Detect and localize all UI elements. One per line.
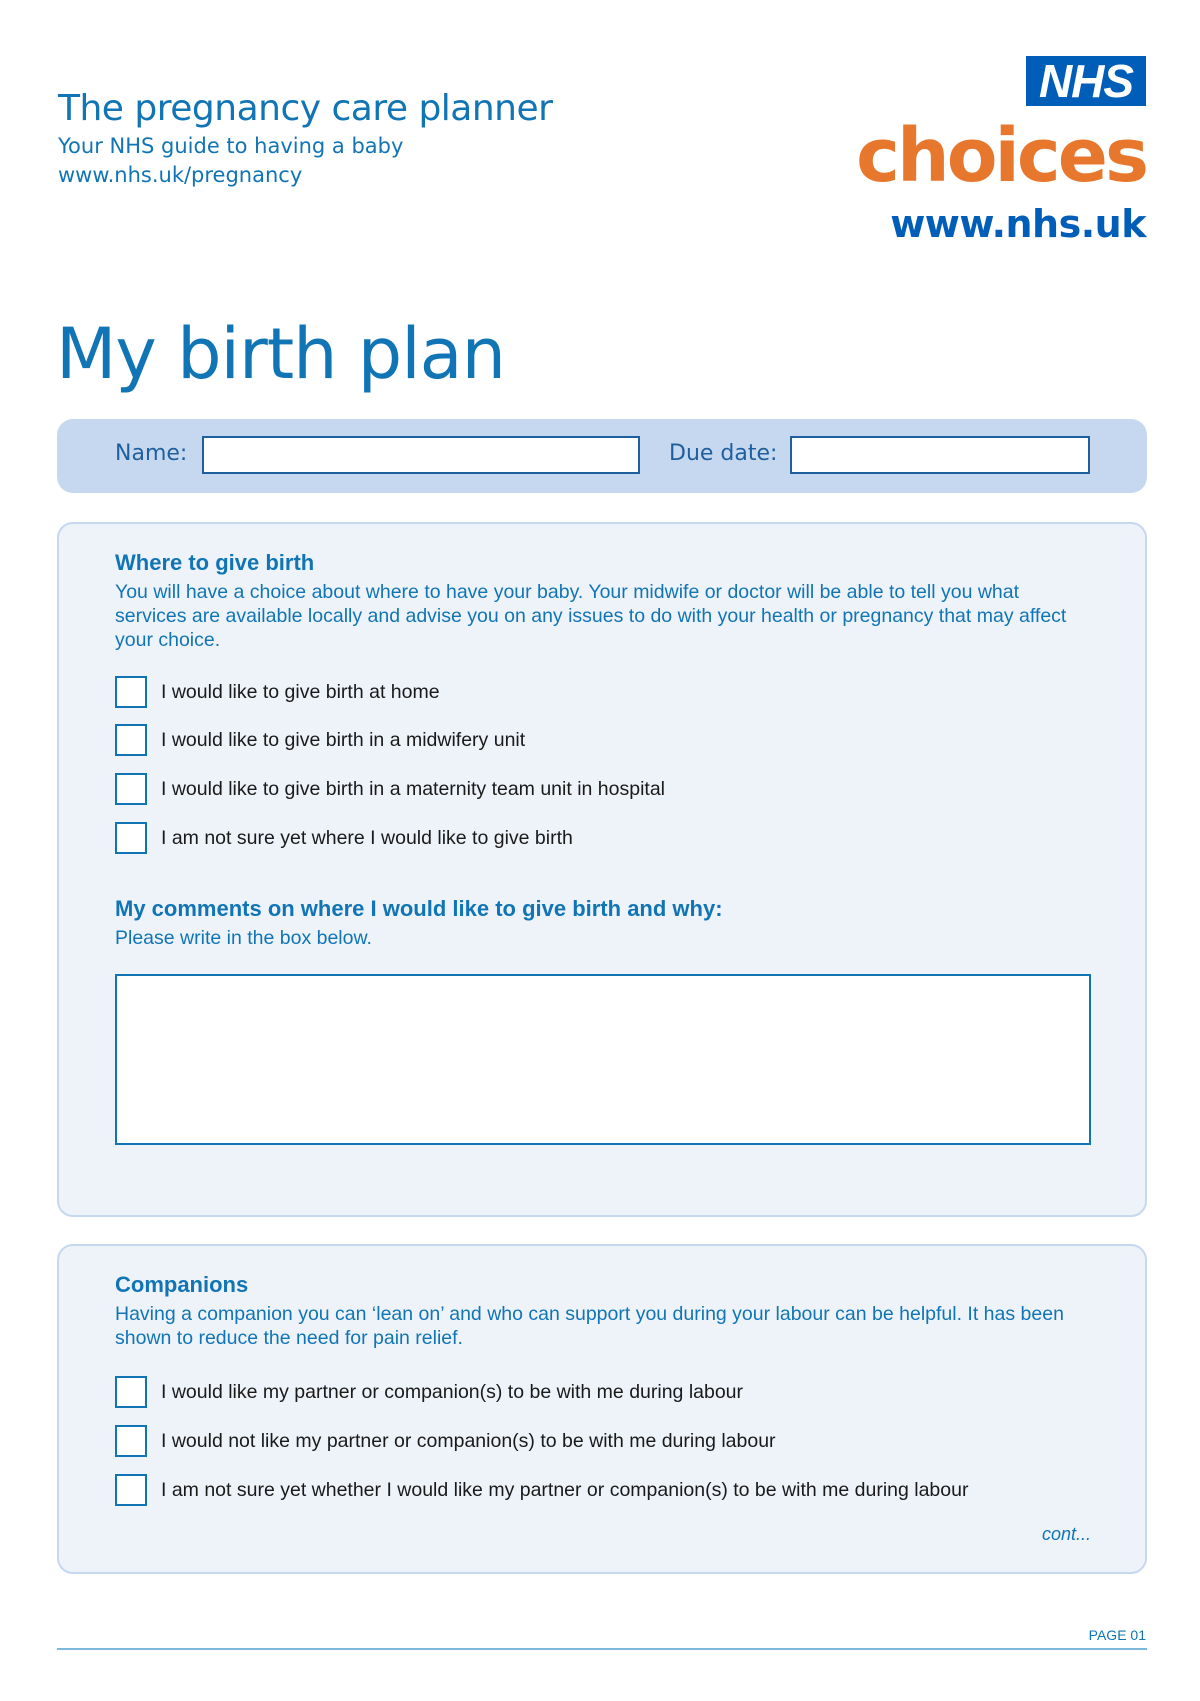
footer-divider [57, 1648, 1147, 1650]
option-label: I am not sure yet where I would like to give birth [161, 827, 573, 849]
planner-title: The pregnancy care planner [58, 88, 553, 129]
checkbox[interactable] [115, 1474, 147, 1506]
checkbox[interactable] [115, 1425, 147, 1457]
choices-wordmark: choices [856, 113, 1146, 199]
option-label: I would like to give birth at home [161, 681, 440, 703]
option-label: I would not like my partner or companion(s) to be with me during labour [161, 1430, 776, 1452]
where-panel [57, 522, 1147, 1217]
planner-header [58, 86, 552, 190]
checkbox[interactable] [115, 822, 147, 854]
due-date-label: Due date: [669, 441, 778, 466]
checkbox[interactable] [115, 1376, 147, 1408]
where-description: You will have a choice about where to have your baby. Your midwife or doctor will be able to tell you what services are available locally and advise you on any issues to do with your health or pregnancy that may affect your choice. [115, 581, 1067, 651]
name-label: Name: [115, 441, 188, 466]
checkbox[interactable] [115, 676, 147, 708]
where-heading: Where to give birth [115, 550, 315, 575]
page-number: PAGE 01 [1088, 1627, 1146, 1643]
nhs-logo: NHS [1026, 56, 1146, 106]
nhs-choices-logo [856, 55, 1146, 246]
option-label: I would like my partner or companion(s) to be with me during labour [161, 1381, 744, 1403]
option-label: I would like to give birth in a maternity team unit in hospital [161, 778, 666, 800]
checkbox[interactable] [115, 724, 147, 756]
companions-heading: Companions [115, 1272, 249, 1297]
comments-instruction: Please write in the box below. [115, 927, 372, 949]
option-label: I would like to give birth in a midwifery unit [161, 729, 526, 751]
due-date-field[interactable] [790, 436, 1090, 474]
comments-field[interactable] [115, 974, 1091, 1145]
option-label: I am not sure yet whether I would like my partner or companion(s) to be with me during labour [161, 1479, 969, 1501]
continued-note: cont... [1041, 1524, 1091, 1544]
name-field[interactable] [202, 436, 640, 474]
planner-url: www.nhs.uk/pregnancy [58, 163, 303, 187]
planner-subtitle: Your NHS guide to having a baby [58, 134, 404, 158]
companions-description: Having a companion you can ‘lean on’ and who can support you during your labour can be helpful. It has been shown to reduce the need for pain relief. [115, 1303, 1064, 1349]
companions-panel [57, 1244, 1147, 1574]
checkbox[interactable] [115, 773, 147, 805]
comments-heading: My comments on where I would like to give birth and why: [115, 896, 723, 921]
page-title: My birth plan [56, 313, 505, 395]
name-bar [57, 419, 1147, 493]
logo-url: www.nhs.uk [890, 202, 1146, 246]
